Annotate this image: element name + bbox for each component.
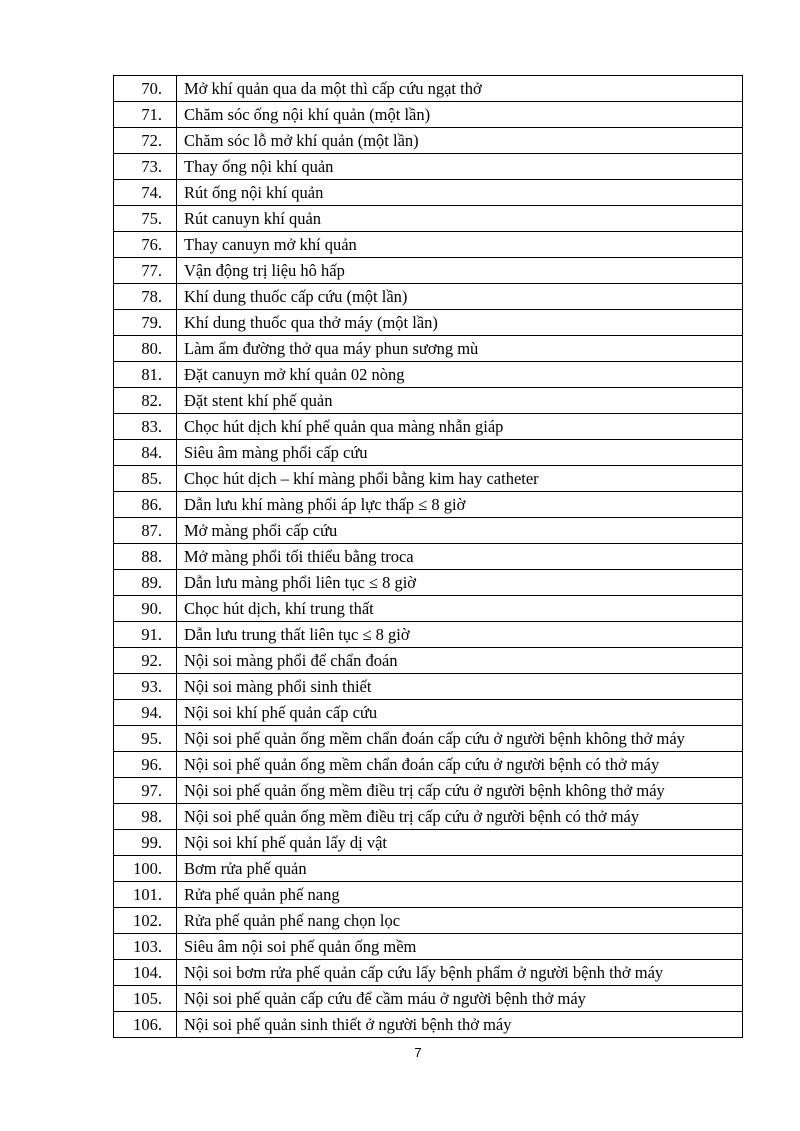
procedure-name-cell: Chăm sóc lỗ mở khí quản (một lần) (177, 128, 743, 154)
row-number-cell: 95. (114, 726, 177, 752)
procedure-name-cell: Làm ẩm đường thở qua máy phun sương mù (177, 336, 743, 362)
procedure-name-cell: Dẫn lưu trung thất liên tục ≤ 8 giờ (177, 622, 743, 648)
table-row (114, 466, 743, 492)
table-row (114, 622, 743, 648)
row-number-cell: 90. (114, 596, 177, 622)
row-number-cell: 78. (114, 284, 177, 310)
row-number-cell: 89. (114, 570, 177, 596)
table-row (114, 206, 743, 232)
row-number-cell: 81. (114, 362, 177, 388)
procedure-name-cell: Mở màng phổi tối thiểu bằng troca (177, 544, 743, 570)
procedure-name-cell: Nội soi phế quản ống mềm điều trị cấp cứu ở người bệnh không thở máy (177, 778, 743, 804)
procedure-name-cell: Nội soi khí phế quản cấp cứu (177, 700, 743, 726)
row-number-cell: 94. (114, 700, 177, 726)
row-number-cell: 73. (114, 154, 177, 180)
procedure-name-cell: Chăm sóc ống nội khí quản (một lần) (177, 102, 743, 128)
procedure-name-cell: Siêu âm nội soi phế quản ống mềm (177, 934, 743, 960)
row-number-cell: 74. (114, 180, 177, 206)
row-number-cell: 101. (114, 882, 177, 908)
table-row (114, 674, 743, 700)
procedure-name-cell: Nội soi phế quản ống mềm chẩn đoán cấp cứu ở người bệnh có thở máy (177, 752, 743, 778)
row-number-cell: 79. (114, 310, 177, 336)
procedure-name-cell: Bơm rửa phế quản (177, 856, 743, 882)
row-number-cell: 103. (114, 934, 177, 960)
table-row (114, 362, 743, 388)
procedure-table (113, 75, 743, 1038)
row-number-cell: 87. (114, 518, 177, 544)
procedure-name-cell: Mở màng phổi cấp cứu (177, 518, 743, 544)
table-row (114, 856, 743, 882)
procedure-name-cell: Nội soi bơm rửa phế quản cấp cứu lấy bệnh phẩm ở người bệnh thở máy (177, 960, 743, 986)
procedure-name-cell: Vận động trị liệu hô hấp (177, 258, 743, 284)
row-number-cell: 98. (114, 804, 177, 830)
procedure-name-cell: Khí dung thuốc qua thở máy (một lần) (177, 310, 743, 336)
table-row (114, 882, 743, 908)
procedure-name-cell: Rửa phế quản phế nang (177, 882, 743, 908)
procedure-name-cell: Dẫn lưu khí màng phổi áp lực thấp ≤ 8 giờ (177, 492, 743, 518)
row-number-cell: 102. (114, 908, 177, 934)
table-row (114, 180, 743, 206)
procedure-name-cell: Nội soi phế quản ống mềm chẩn đoán cấp cứu ở người bệnh không thở máy (177, 726, 743, 752)
table-row (114, 258, 743, 284)
procedure-table-body (114, 76, 743, 1038)
table-row (114, 440, 743, 466)
row-number-cell: 72. (114, 128, 177, 154)
table-row (114, 804, 743, 830)
table-row (114, 960, 743, 986)
row-number-cell: 99. (114, 830, 177, 856)
row-number-cell: 76. (114, 232, 177, 258)
table-row (114, 388, 743, 414)
procedure-name-cell: Đặt stent khí phế quản (177, 388, 743, 414)
table-row (114, 908, 743, 934)
row-number-cell: 104. (114, 960, 177, 986)
table-row (114, 934, 743, 960)
page-number: 7 (414, 1045, 422, 1060)
procedure-name-cell: Chọc hút dịch – khí màng phổi bằng kim hay catheter (177, 466, 743, 492)
procedure-name-cell: Chọc hút dịch, khí trung thất (177, 596, 743, 622)
procedure-name-cell: Rút canuyn khí quản (177, 206, 743, 232)
row-number-cell: 86. (114, 492, 177, 518)
table-row (114, 284, 743, 310)
procedure-name-cell: Thay canuyn mở khí quản (177, 232, 743, 258)
row-number-cell: 105. (114, 986, 177, 1012)
procedure-name-cell: Đặt canuyn mở khí quản 02 nòng (177, 362, 743, 388)
row-number-cell: 97. (114, 778, 177, 804)
table-row (114, 128, 743, 154)
procedure-name-cell: Mở khí quản qua da một thì cấp cứu ngạt thở (177, 76, 743, 102)
row-number-cell: 96. (114, 752, 177, 778)
row-number-cell: 91. (114, 622, 177, 648)
table-row (114, 752, 743, 778)
table-row (114, 986, 743, 1012)
table-row (114, 310, 743, 336)
table-row (114, 492, 743, 518)
procedure-name-cell: Nội soi màng phổi để chẩn đoán (177, 648, 743, 674)
table-row (114, 726, 743, 752)
procedure-name-cell: Rửa phế quản phế nang chọn lọc (177, 908, 743, 934)
row-number-cell: 82. (114, 388, 177, 414)
row-number-cell: 83. (114, 414, 177, 440)
row-number-cell: 70. (114, 76, 177, 102)
row-number-cell: 92. (114, 648, 177, 674)
table-row (114, 830, 743, 856)
procedure-name-cell: Rút ống nội khí quản (177, 180, 743, 206)
table-row (114, 102, 743, 128)
table-row (114, 778, 743, 804)
row-number-cell: 88. (114, 544, 177, 570)
table-row (114, 414, 743, 440)
procedure-name-cell: Khí dung thuốc cấp cứu (một lần) (177, 284, 743, 310)
table-row (114, 518, 743, 544)
procedure-name-cell: Nội soi khí phế quản lấy dị vật (177, 830, 743, 856)
procedure-name-cell: Nội soi phế quản sinh thiết ở người bệnh thở máy (177, 1012, 743, 1038)
row-number-cell: 77. (114, 258, 177, 284)
table-row (114, 544, 743, 570)
table-row (114, 1012, 743, 1038)
row-number-cell: 84. (114, 440, 177, 466)
table-row (114, 232, 743, 258)
procedure-name-cell: Thay ống nội khí quản (177, 154, 743, 180)
table-row (114, 700, 743, 726)
row-number-cell: 71. (114, 102, 177, 128)
row-number-cell: 106. (114, 1012, 177, 1038)
procedure-name-cell: Nội soi phế quản ống mềm điều trị cấp cứu ở người bệnh có thở máy (177, 804, 743, 830)
row-number-cell: 80. (114, 336, 177, 362)
procedure-name-cell: Nội soi phế quản cấp cứu để cầm máu ở người bệnh thở máy (177, 986, 743, 1012)
table-row (114, 648, 743, 674)
table-row (114, 336, 743, 362)
row-number-cell: 100. (114, 856, 177, 882)
row-number-cell: 75. (114, 206, 177, 232)
table-row (114, 76, 743, 102)
table-row (114, 596, 743, 622)
table-row (114, 154, 743, 180)
procedure-name-cell: Chọc hút dịch khí phế quản qua màng nhẫn giáp (177, 414, 743, 440)
procedure-name-cell: Nội soi màng phổi sinh thiết (177, 674, 743, 700)
procedure-name-cell: Dẫn lưu màng phổi liên tục ≤ 8 giờ (177, 570, 743, 596)
row-number-cell: 93. (114, 674, 177, 700)
procedure-name-cell: Siêu âm màng phổi cấp cứu (177, 440, 743, 466)
row-number-cell: 85. (114, 466, 177, 492)
table-row (114, 570, 743, 596)
